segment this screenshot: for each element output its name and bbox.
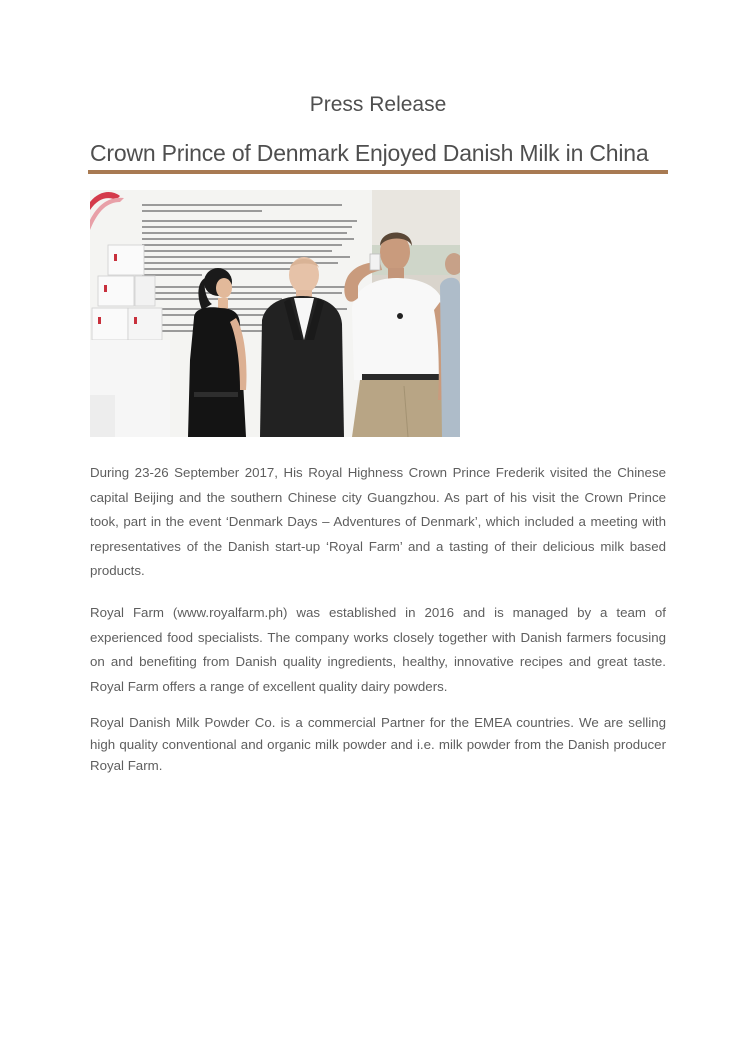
paragraph-royal-farm: Royal Farm (www.royalfarm.ph) was established in 2016 and is managed by a team of experienced food specialists. The company works closely together with Danish farmers focusing on and benefiting from Danish quality ingredients, healthy, innovative recipes and great taste. Royal Farm offers a range of excellent quality dairy powders.: [90, 605, 666, 694]
event-photo: [90, 190, 460, 437]
press-release-headline: Crown Prince of Denmark Enjoyed Danish Milk in China: [90, 140, 649, 166]
document-type-heading: Press Release: [309, 93, 447, 116]
headline-underline: [88, 170, 668, 174]
paragraph-visit: During 23-26 September 2017, His Royal Highness Crown Prince Frederik visited the Chinese capital Beijing and the southern Chinese city Guangzhou. As part of his visit the Crown Prince took, part in the event ‘Denmark Days – Adventures of Denmark’, which included a meeting with representatives of the Danish start-up ‘Royal Farm’ and a tasting of their delicious milk based products.: [90, 465, 666, 579]
paragraph-partner: Royal Danish Milk Powder Co. is a commercial Partner for the EMEA countries. We are selling high quality conventional and organic milk powder and i.e. milk powder from the Danish producer Royal Farm.: [90, 715, 666, 773]
